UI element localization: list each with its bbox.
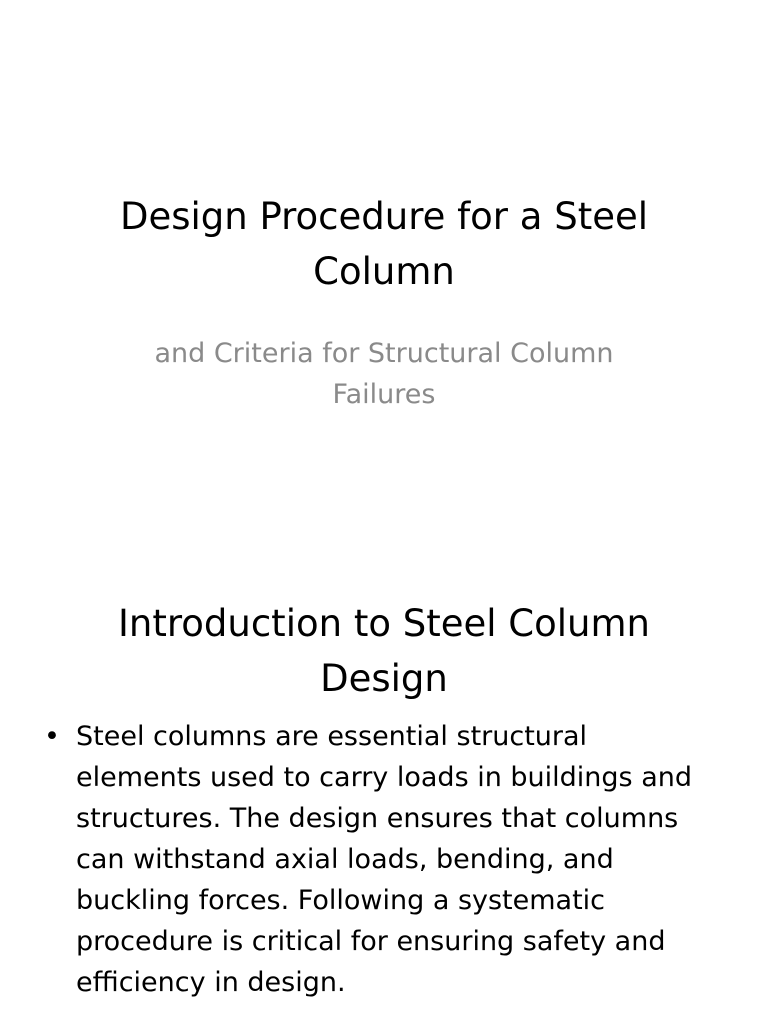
slide-subtitle: and Criteria for Structural Column Failures — [154, 338, 614, 410]
slide-title: Design Procedure for a Steel Column — [119, 195, 649, 293]
bullet-icon: • — [44, 721, 60, 752]
bullet-text: Steel columns are essential structural elements used to carry loads in buildings and structures. The design ensures that columns can withstand axial loads, bending, and buckling forces. Following a systematic procedure is critical for ensuring safety and efficiency in design. — [76, 721, 693, 998]
content-slide — [0, 560, 768, 1024]
slide-title: Introduction to Steel Column Design — [118, 602, 650, 700]
bullet-item — [40, 716, 720, 1003]
bullet-list — [40, 716, 720, 1003]
